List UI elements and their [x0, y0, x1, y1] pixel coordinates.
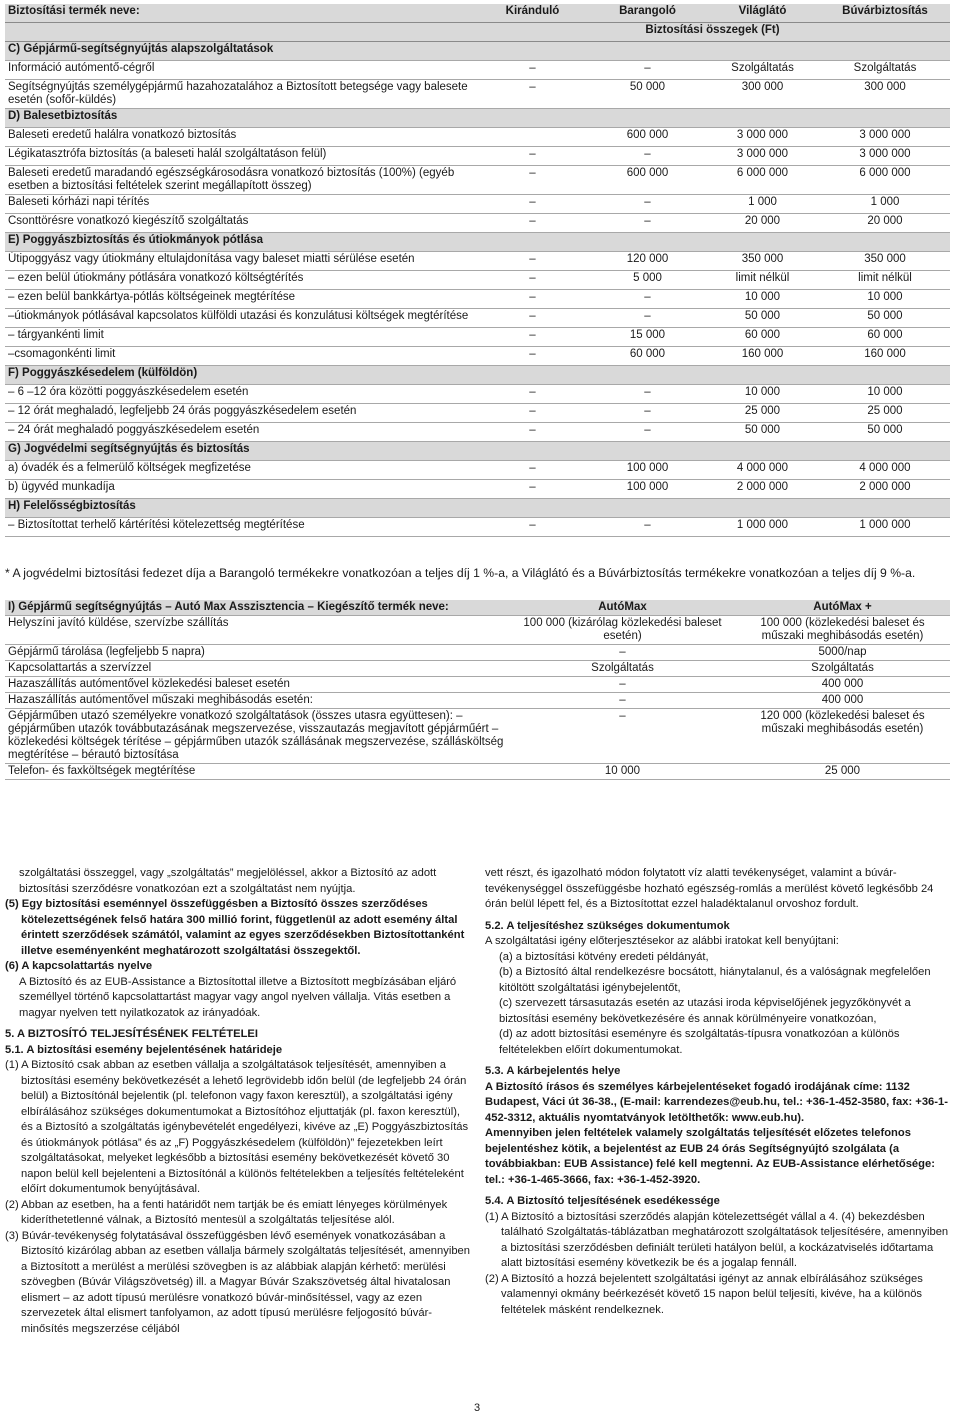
row-label: – 6 –12 óra közötti poggyászkésedelem esetén — [5, 385, 475, 404]
cell-value: – — [475, 347, 590, 366]
section-title: H) Felelősségbiztosítás — [5, 499, 950, 518]
cell-value: Szolgáltatás — [820, 61, 950, 80]
table-row — [5, 290, 950, 309]
cell-value: 5 000 — [590, 271, 705, 290]
cell-value: 3 000 000 — [705, 147, 820, 166]
row-label: Segítségnyújtás személygépjármű hazahozatalához a Biztosított betegsége vagy balesete esetén (sofőr-küldés) — [5, 80, 475, 109]
paragraph: A Biztosító írásos és személyes kárbejelentéseket fogadó irodájának címe: 1132 Budapest, Váci út 36-38., (E-mail: karrendezes@eub.hu, tel.: +36-1-452-3580, fax: +36-1-452-3312, aktuális nyomtatványok letölthetők: www.eub.hu). — [485, 1080, 948, 1124]
section-heading: 5.1. A biztosítási esemény bejelentésének határideje — [5, 1043, 283, 1056]
cell-value: limit nélkül — [820, 271, 950, 290]
row-label: –csomagonkénti limit — [5, 347, 475, 366]
column-header: Világlátó — [705, 4, 820, 23]
table-row — [5, 693, 950, 709]
table-row — [5, 80, 950, 109]
paragraph: A szolgáltatási igény előterjesztésekor az alábbi iratokat kell benyújtani: — [485, 935, 839, 947]
table-row — [5, 195, 950, 214]
footnote: * A jogvédelmi biztosítási fedezet díja a Barangoló termékekre vonatkozóan a teljes díj 1 %-a, a Világlátó és a Búvárbiztosítás termékekre vonatkozóan a teljes díj 9 %-a. — [5, 566, 916, 580]
cell-value: 50 000 — [820, 309, 950, 328]
automax-value: – — [510, 709, 735, 764]
cell-value: 600 000 — [590, 128, 705, 147]
cell-value: – — [475, 252, 590, 271]
table-row — [5, 616, 950, 645]
automax-value: – — [510, 693, 735, 709]
cell-value: 4 000 000 — [820, 461, 950, 480]
row-label: Baleseti eredetű halálra vonatkozó biztosítás — [5, 128, 475, 147]
table-row — [5, 404, 950, 423]
cell-value: 1 000 — [820, 195, 950, 214]
cell-value: – — [590, 290, 705, 309]
paragraph: (2) Abban az esetben, ha a fenti határidőt nem tartják be és emiatt lényeges körülmények kideríthetetlenné válnak, a Biztosító mentesül a szolgáltatás teljesítése alól. — [5, 1198, 448, 1226]
row-label: – Biztosítottat terhelő kártérítési kötelezettség megtérítése — [5, 518, 475, 537]
table-row — [5, 328, 950, 347]
section-heading: 5.4. A Biztosító teljesítésének esedékessége — [485, 1195, 720, 1207]
automax-plus-value: 100 000 (közlekedési baleset és műszaki meghibásodás esetén) — [735, 616, 950, 645]
cell-value: 350 000 — [820, 252, 950, 271]
automax-value: Szolgáltatás — [510, 661, 735, 677]
cell-value: – — [475, 290, 590, 309]
row-label: – 24 órát meghaladó poggyászkésedelem esetén — [5, 423, 475, 442]
cell-value: Szolgáltatás — [705, 61, 820, 80]
cell-value: – — [475, 271, 590, 290]
cell-value: 350 000 — [705, 252, 820, 271]
cell-value: 10 000 — [820, 290, 950, 309]
left-column — [5, 866, 470, 1337]
table-row — [5, 128, 950, 147]
section-title: E) Poggyászbiztosítás és útiokmányok pótlása — [5, 233, 950, 252]
section-title: C) Gépjármű-segítségnyújtás alapszolgáltatások — [5, 42, 950, 61]
cell-value: 160 000 — [820, 347, 950, 366]
cell-value: – — [590, 147, 705, 166]
cell-value: – — [590, 385, 705, 404]
cell-value: – — [590, 214, 705, 233]
cell-value: 120 000 — [590, 252, 705, 271]
table-row — [5, 309, 950, 328]
row-label: Csonttörésre vonatkozó kiegészítő szolgáltatás — [5, 214, 475, 233]
column-header: AutóMax — [510, 600, 735, 616]
cell-value: 50 000 — [590, 80, 705, 109]
table-row — [5, 461, 950, 480]
row-label: Gépjármű tárolása (legfeljebb 5 napra) — [5, 645, 510, 661]
cell-value: – — [475, 328, 590, 347]
section-title: F) Poggyászkésedelem (külföldön) — [5, 366, 950, 385]
paragraph: (3) Búvár-tevékenység folytatásával összefüggésben lévő események vonatkozásában a Biztosító kizárólag abban az esetben vállalja bármely szolgáltatás teljesítését, amennyiben a Biztosított a merülést a merülési szövegben is az alábbiak alapján kérhető: merülési szövegben (Búvár Világszövetség) ill. a Magyar Búvár Szakszövetség által hivatalosan elismert – az adott típusú merülésre vonatkozó búvár-minősítéssel, vagy az ezen szervezetek által elismert tanfolyamon, az adott típusú merülésre feljogosító búvár-minősítés megszerzése céljából — [5, 1229, 470, 1335]
row-label: Hazaszállítás autómentővel közlekedési baleset esetén — [5, 677, 510, 693]
automax-value: – — [510, 677, 735, 693]
table-header-row — [5, 4, 950, 23]
cell-value: 3 000 000 — [820, 128, 950, 147]
cell-value: – — [590, 61, 705, 80]
column-header: Búvárbiztosítás — [820, 4, 950, 23]
list-item: (d) az adott biztosítási eseményre és szolgáltatás-típusra vonatkozóan a különös feltételekben előírt dokumentumokat. — [499, 1028, 900, 1056]
table-row — [5, 480, 950, 499]
cell-value: 6 000 000 — [820, 166, 950, 195]
cell-value: 3 000 000 — [705, 128, 820, 147]
column-header: Kiránduló — [475, 4, 590, 23]
table-row — [5, 677, 950, 693]
automax-value: 10 000 — [510, 764, 735, 780]
paragraph: szolgáltatási összeggel, vagy „szolgáltatás” megjelöléssel, akkor a Biztosító az adott biztosítási szerződésre vonatkozóan ezt a szolgáltatást nem nyújtja. — [19, 867, 437, 895]
table-row — [5, 271, 950, 290]
section-heading: 5.3. A kárbejelentés helye — [485, 1065, 621, 1077]
row-label: a) óvadék és a felmerülő költségek megfizetése — [5, 461, 475, 480]
paragraph: (1) A Biztosító csak abban az esetben vállalja a szolgáltatások teljesítését, amennyiben a biztosítási esemény bekövetkezését a lehető legrövidebb időn belül (de legfeljebb 24 órán belül) a Biztosítónál bejelentik (pl. telefonon vagy faxon keresztül), a szolgáltatási igény elbírálásához szükséges dokumentumokat a Biztosítóhoz eljuttatják (pl. faxon keresztül), és a Biztosító a szolgáltatás igénybevételét engedélyezi, kivéve az „E) Poggyászbiztosítás és útiokmányok pótlása” és az „F) Poggyászkésedelem (külföldön)” fejezetekben leírt szolgáltatásokat, melyeket legkésőbb a biztosítási esemény bekövetkezését követő 30 napon belül kell bejelenteni a Biztosítónál a különös feltételekben a teljesítés feltételeként előírt dokumentumok benyújtásával. — [5, 1059, 469, 1195]
cell-value: 60 000 — [590, 347, 705, 366]
automax-value: – — [510, 645, 735, 661]
automax-plus-value: 120 000 (közlekedési baleset és műszaki meghibásodás esetén) — [735, 709, 950, 764]
automax-plus-value: 25 000 — [735, 764, 950, 780]
cell-value: 160 000 — [705, 347, 820, 366]
section-row — [5, 109, 950, 128]
cell-value: 50 000 — [705, 423, 820, 442]
cell-value: – — [590, 423, 705, 442]
cell-value: 50 000 — [820, 423, 950, 442]
row-label: Helyszíni javító küldése, szervízbe szállítás — [5, 616, 510, 645]
cell-value: 4 000 000 — [705, 461, 820, 480]
paragraph: (2) A Biztosító a hozzá bejelentett szolgáltatási igényt az annak elbírálásához szükséges valamennyi okmány beérkezését követő 15 napon belül teljesíti, kivéve, ha a különös feltételek másként rendelkeznek. — [485, 1272, 923, 1316]
cell-value: 300 000 — [705, 80, 820, 109]
paragraph: A Biztosító és az EUB-Assistance a Biztosítottal illetve a Biztosított megbízásában eljáró személlyel történő kapcsolattartást magyar vagy angol nyelven vállalja. Vitás esetben a magyar nyelven tett nyilatkozatok az irányadóak. — [19, 975, 457, 1019]
row-label: – 12 órát meghaladó, legfeljebb 24 órás poggyászkésedelem esetén — [5, 404, 475, 423]
table-subheader-row — [5, 23, 950, 42]
row-label: – ezen belül útiokmány pótlására vonatkozó költségtérítés — [5, 271, 475, 290]
cell-value: 50 000 — [705, 309, 820, 328]
table-row — [5, 661, 950, 677]
cell-value: 25 000 — [705, 404, 820, 423]
column-header: I) Gépjármű segítségnyújtás – Autó Max Asszisztencia – Kiegészítő termék neve: — [5, 600, 510, 616]
cell-value: – — [475, 80, 590, 109]
section-heading: 5.2. A teljesítéshez szükséges dokumentumok — [485, 919, 730, 932]
column-header: Biztosítási termék neve: — [5, 4, 475, 23]
cell-value: – — [475, 480, 590, 499]
cell-value: – — [590, 404, 705, 423]
row-label: Gépjárműben utazó személyekre vonatkozó szolgáltatások (összes utasra együttesen): – gépjárműben utazók továbbutazásának megszervezése, visszautazás megjavított gépjárműért – közlekedési költségek térítése – gépjárműben utazók szállásának megszervezése, szállásköltség megtérítése – bérautó biztosítása — [5, 709, 510, 764]
cell-value: 20 000 — [820, 214, 950, 233]
section-row — [5, 233, 950, 252]
automax-plus-value: 400 000 — [735, 693, 950, 709]
cell-value: – — [475, 195, 590, 214]
paragraph: (1) A Biztosító a biztosítási szerződés alapján kötelezettségét vállal a 4. (4) bekezdésben található Szolgáltatás-táblázatban meghatározott szolgáltatások teljesítésére, amennyiben a biztosítási szerződésben definiált területi hatályon belül, a kockázatviselés időtartama alatt biztosítási esemény következik be és a jogalap fennáll. — [485, 1210, 949, 1269]
cell-value: – — [475, 404, 590, 423]
automax-plus-value: 400 000 — [735, 677, 950, 693]
section-heading: (6) A kapcsolattartás nyelve — [5, 960, 153, 972]
row-label: – ezen belül bankkártya-pótlás költségeinek megtérítése — [5, 290, 475, 309]
automax-table — [5, 600, 950, 780]
table-row — [5, 147, 950, 166]
automax-plus-value: 5000/nap — [735, 645, 950, 661]
cell-value: limit nélkül — [705, 271, 820, 290]
row-label: Baleseti kórházi napi térítés — [5, 195, 475, 214]
list-item: (b) a Biztosító által rendelkezésre bocsátott, hiánytalanul, és a valóságnak megfelelően kitöltött szolgáltatási igénybejelentőt, — [499, 966, 931, 994]
paragraph: Amennyiben jelen feltételek valamely szolgáltatás teljesítését előzetes telefonos bejelentéshez kötik, a bejelentést az EUB 24 órás Segítségnyújtó szolgálata (a továbbiakban: EUB Assistance) felé kell megtenni. Az EUB-Assistance elérhetősége: tel.: +36-1-465-3666, fax: +36-1-452-3920. — [485, 1127, 935, 1186]
row-label: Telefon- és faxköltségek megtérítése — [5, 764, 510, 780]
cell-value: 2 000 000 — [820, 480, 950, 499]
column-header: Barangoló — [590, 4, 705, 23]
table-row — [5, 764, 950, 780]
cell-value: 60 000 — [820, 328, 950, 347]
cell-value: – — [475, 385, 590, 404]
row-label: b) ügyvéd munkadíja — [5, 480, 475, 499]
cell-value: 300 000 — [820, 80, 950, 109]
cell-value: – — [475, 518, 590, 537]
cell-value: 10 000 — [705, 385, 820, 404]
table-row — [5, 252, 950, 271]
cell-value: 25 000 — [820, 404, 950, 423]
cell-value: 60 000 — [705, 328, 820, 347]
section-row — [5, 42, 950, 61]
cell-value: 1 000 000 — [820, 518, 950, 537]
paragraph: vett részt, és igazolható módon folytatott víz alatti tevékenységet, valamint a búvár-tevékenységgel összefüggésbe hozható egészség-romlás a merülést követő legkésőbb 24 órán belül lépett fel, és a Biztosítottat ezzel haladéktalanul orvoshoz fordult. — [485, 867, 934, 910]
row-label: Hazaszállítás autómentővel műszaki meghibásodás esetén: — [5, 693, 510, 709]
cell-value: 2 000 000 — [705, 480, 820, 499]
table-row — [5, 709, 950, 764]
row-label: Légikatasztrófa biztosítás (a baleseti halál szolgáltatáson felül) — [5, 147, 475, 166]
cell-value: 1 000 — [705, 195, 820, 214]
cell-value — [475, 128, 590, 147]
cell-value: – — [590, 309, 705, 328]
cell-value: 100 000 — [590, 480, 705, 499]
cell-value: 15 000 — [590, 328, 705, 347]
page-number: 3 — [474, 1402, 481, 1414]
section-row — [5, 366, 950, 385]
cell-value: – — [475, 166, 590, 195]
section-title: D) Balesetbiztosítás — [5, 109, 950, 128]
cell-value: 6 000 000 — [705, 166, 820, 195]
cell-value: 600 000 — [590, 166, 705, 195]
cell-value: 100 000 — [590, 461, 705, 480]
amount-subheader: Biztosítási összegek (Ft) — [475, 23, 950, 42]
table-row — [5, 214, 950, 233]
row-label: Információ autómentő-cégről — [5, 61, 475, 80]
cell-value: – — [475, 461, 590, 480]
table-row — [5, 385, 950, 404]
cell-value: – — [475, 309, 590, 328]
table-row — [5, 166, 950, 195]
table-header-row — [5, 600, 950, 616]
paragraph: (5) Egy biztosítási eseménnyel összefüggésben a Biztosító összes szerződéses kötelezettségének felső határa 300 millió forint, függetlenül az adott esemény által érintett szerződések számától, valamint az egyes szerződésekben Biztosítottanként illetve eseményenként meghatározott szolgáltatási összegektől. — [5, 898, 465, 957]
cell-value: 1 000 000 — [705, 518, 820, 537]
right-column — [485, 866, 955, 1318]
section-row — [5, 499, 950, 518]
row-label: Kapcsolattartás a szervízzel — [5, 661, 510, 677]
cell-value: – — [475, 214, 590, 233]
section-title: G) Jogvédelmi segítségnyújtás és biztosítás — [5, 442, 950, 461]
list-item: (c) szervezett társasutazás esetén az utazási iroda képviselőjének jegyzőkönyvét a biztosítási esemény bekövetkezésére és annak körülményeire vonatkozóan, — [499, 997, 911, 1025]
column-header: AutóMax + — [735, 600, 950, 616]
cell-value: 10 000 — [705, 290, 820, 309]
table-row — [5, 423, 950, 442]
table-row — [5, 518, 950, 537]
table-row — [5, 347, 950, 366]
cell-value: – — [475, 61, 590, 80]
automax-value: 100 000 (kizárólag közlekedési baleset esetén) — [510, 616, 735, 645]
table-row — [5, 61, 950, 80]
cell-value: 20 000 — [705, 214, 820, 233]
cell-value: 10 000 — [820, 385, 950, 404]
automax-plus-value: Szolgáltatás — [735, 661, 950, 677]
cell-value: – — [590, 518, 705, 537]
cell-value: – — [475, 147, 590, 166]
section-row — [5, 442, 950, 461]
row-label: –útiokmányok pótlásával kapcsolatos külföldi utazási és konzulátusi költségek megtérítése — [5, 309, 475, 328]
benefits-table — [5, 4, 950, 537]
cell-value: – — [475, 423, 590, 442]
row-label: – tárgyankénti limit — [5, 328, 475, 347]
row-label: Útipoggyász vagy útiokmány eltulajdonítása vagy baleset miatti sérülése esetén — [5, 252, 475, 271]
cell-value: 3 000 000 — [820, 147, 950, 166]
cell-value: – — [590, 195, 705, 214]
row-label: Baleseti eredetű maradandó egészségkárosodásra vonatkozó biztosítás (100%) (egyéb esetben a biztosítási feltételek szerint megállapított összeg) — [5, 166, 475, 195]
section-heading: 5. A BIZTOSÍTÓ TELJESÍTÉSÉNEK FELTÉTELEI — [5, 1028, 258, 1040]
table-row — [5, 645, 950, 661]
list-item: (a) a biztosítási kötvény eredeti példányát, — [499, 950, 709, 963]
